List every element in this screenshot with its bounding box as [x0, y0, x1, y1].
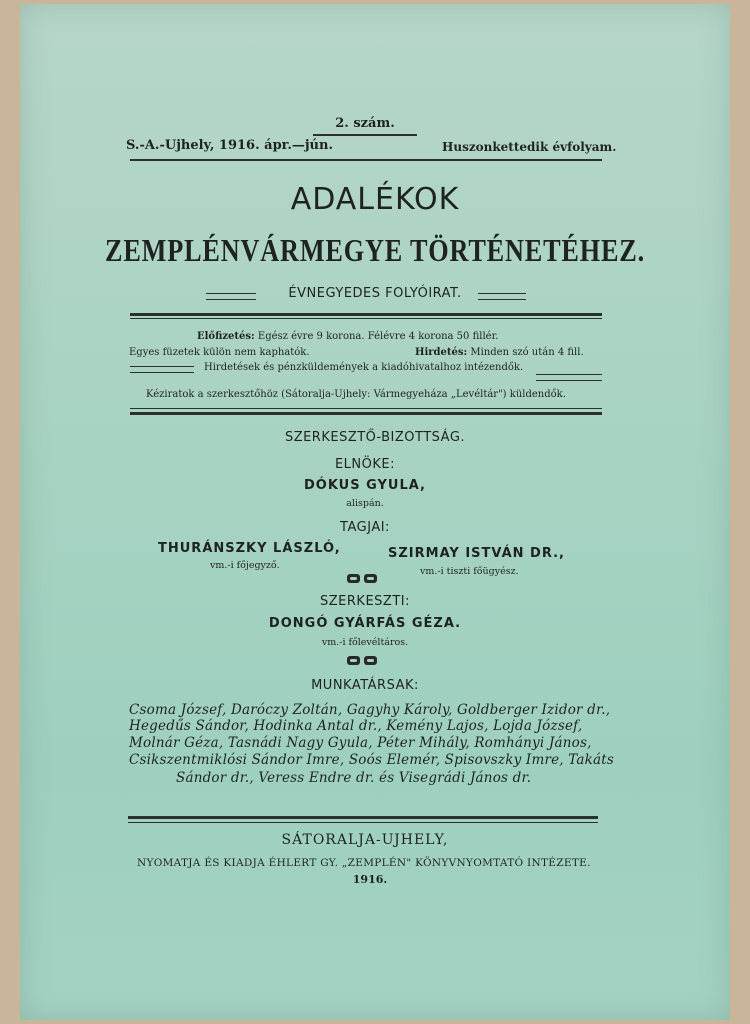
- contributors-line3: Molnár Géza, Tasnádi Nagy Gyula, Péter Mihály, Romhányi János,: [129, 735, 592, 751]
- subscription-line4: Kéziratok a szerkesztőhöz (Sátoralja-Ujhely: Vármegyeháza „Levéltár") küldendők.: [146, 389, 566, 400]
- subscription-bottom-rule: [130, 412, 602, 415]
- member1-role: vm.-i főjegyző.: [210, 560, 280, 571]
- title-line2: ZEMPLÉNVÁRMEGYE TÖRTÉNETÉHEZ.: [105, 232, 645, 268]
- subtitle-dash-right: [478, 293, 526, 300]
- subscription-single-issues: Egyes füzetek külön nem kaphatók.: [129, 347, 310, 358]
- header-rule: [130, 159, 602, 161]
- committee-heading: SZERKESZTŐ-BIZOTTSÁG.: [284, 430, 466, 445]
- subscription-label: Előfizetés:: [197, 331, 255, 342]
- issue-number: 2. szám.: [335, 116, 395, 131]
- members-label: TAGJAI:: [340, 520, 390, 535]
- chair-name: DÓKUS GYULA,: [303, 478, 426, 493]
- contributors-label: MUNKATÁRSAK:: [311, 678, 419, 693]
- line3-dash-right: [536, 374, 602, 381]
- advert-price: Minden szó után 4 fill.: [470, 347, 584, 358]
- editor-label: SZERKESZTI:: [320, 594, 410, 609]
- imprint-city: SÁTORALJA-UJHELY,: [281, 832, 449, 848]
- advert-label: Hirdetés:: [415, 347, 468, 358]
- imprint-top-rule: [128, 816, 598, 819]
- ornament-divider-2: [347, 655, 379, 667]
- editor-role: vm.-i főlevéltáros.: [321, 637, 409, 648]
- subscription-price: Egész évre 9 korona. Félévre 4 korona 50 fillér.: [257, 331, 499, 342]
- ornament-divider-1: [347, 573, 379, 585]
- contributors-line4: Csikszentmiklósi Sándor Imre, Soós Elemér, Spisovszky Imre, Takáts: [129, 752, 615, 768]
- subscription-bottom-rule-thin: [130, 408, 602, 409]
- member2-name: SZIRMAY ISTVÁN DR.,: [388, 546, 565, 561]
- subscription-top-rule: [130, 313, 602, 316]
- volume-label: Huszonkettedik évfolyam.: [442, 140, 617, 154]
- subscription-top-rule-thin: [130, 318, 602, 319]
- imprint-top-rule-thin: [128, 822, 598, 823]
- member2-role: vm.-i tiszti főügyész.: [420, 566, 519, 577]
- contributors-line5: Sándor dr., Veress Endre dr. és Visegrádi János dr.: [176, 770, 532, 786]
- chair-role: alispán.: [346, 498, 384, 509]
- title-line1: ADALÉKOK: [290, 182, 460, 217]
- contributors-line1: Csoma József, Daróczy Zoltán, Gagyhy Károly, Goldberger Izidor dr.,: [129, 702, 611, 718]
- subscription-line1: [197, 331, 498, 342]
- issue-underline: [313, 134, 417, 136]
- line3-dash-left: [130, 366, 194, 373]
- imprint-printer: NYOMATJA ÉS KIADJA ÉHLERT GY. „ZEMPLÉN" KÖNYVNYOMTATÓ INTÉZETE.: [137, 857, 591, 869]
- chair-label: ELNÖKE:: [334, 457, 396, 472]
- imprint-year: 1916.: [352, 873, 388, 886]
- advert-line: [415, 347, 584, 358]
- subtitle: ÉVNEGYEDES FOLYÓIRAT.: [288, 286, 462, 301]
- place-date: S.-A.-Ujhely, 1916. ápr.—jún.: [126, 138, 333, 153]
- contributors-line2: Hegedűs Sándor, Hodinka Antal dr., Kemény Lajos, Lojda József,: [129, 718, 583, 734]
- member1-name: THURÁNSZKY LÁSZLÓ,: [158, 541, 341, 556]
- editor-name: DONGÓ GYÁRFÁS GÉZA.: [268, 616, 462, 631]
- subscription-line3: Hirdetések és pénzküldemények a kiadóhivatalhoz intézendők.: [204, 362, 524, 373]
